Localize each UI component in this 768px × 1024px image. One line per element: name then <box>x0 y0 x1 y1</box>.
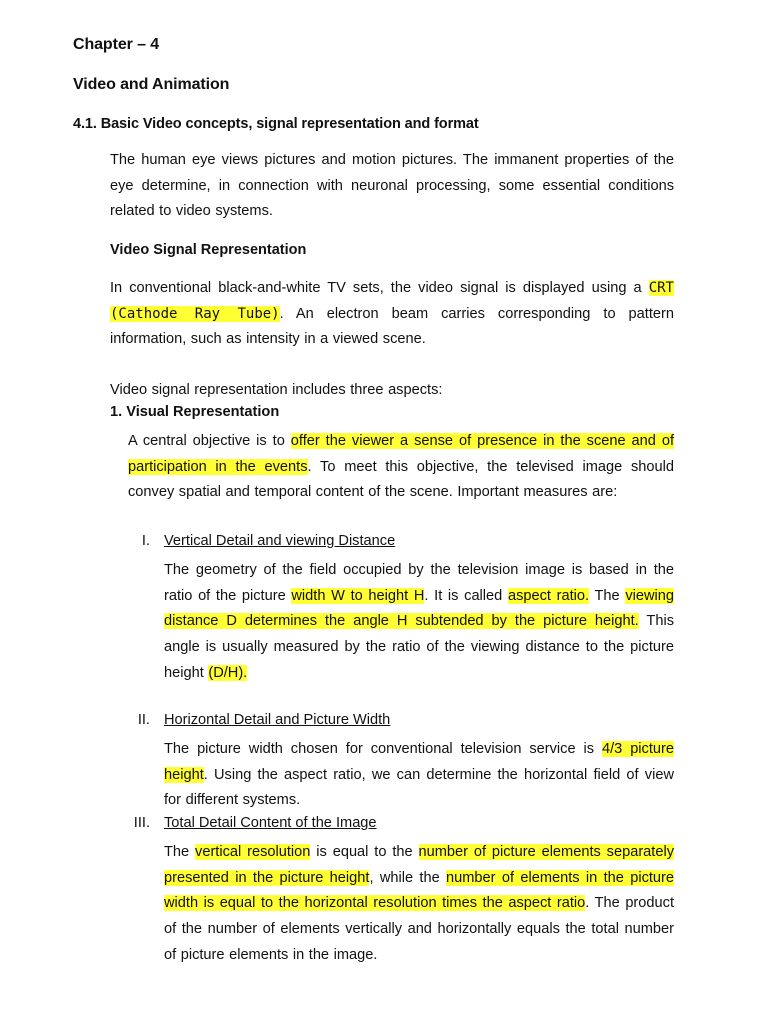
text: . The product of the number of elements vertically and horizontally equals the total number of picture elements in the image. <box>164 895 674 963</box>
text: The <box>164 844 196 860</box>
aspects-line: Video signal representation includes three aspects: <box>110 382 443 398</box>
subitem-paragraph-2 <box>164 737 674 814</box>
text: In conventional black-and-white TV sets, the video signal is displayed using a <box>110 280 649 296</box>
text: . To meet this objective, the televised image should convey spatial and temporal content of the scene. Important measures are: <box>128 458 675 501</box>
subheading-video-signal: Video Signal Representation <box>110 242 307 258</box>
text: . An electron beam carries corresponding to pattern information, such as intensity in a viewed scene. <box>110 305 674 348</box>
subitem-heading-2: Horizontal Detail and Picture Width <box>164 712 391 728</box>
subitem-heading-3: Total Detail Content of the Image <box>164 815 377 831</box>
text: . It is called <box>424 587 508 604</box>
subitem-paragraph-3 <box>164 840 674 969</box>
intro-paragraph: The human eye views pictures and motion pictures. The immanent properties of the eye determine, in connection with neuronal processing, some essential conditions related to video systems. <box>110 152 674 220</box>
highlight: vertical resolution <box>195 844 311 860</box>
text: This angle is usually measured by the ratio of the viewing distance to the picture height <box>164 613 674 681</box>
text: , while the <box>369 869 447 886</box>
subitem-heading-1: Vertical Detail and viewing Distance <box>164 533 396 549</box>
roman-numeral-2: II. <box>137 712 150 728</box>
crt-paragraph <box>110 276 674 353</box>
text: . Using the aspect ratio, we can determine the horizontal field of view for different systems. <box>164 766 674 809</box>
highlight: 4/3 picture height <box>164 741 674 783</box>
subitem-paragraph-1 <box>164 558 674 687</box>
chapter-heading: Chapter – 4 <box>73 36 160 53</box>
highlight: number of elements in the picture width is equal to the horizontal resolution times the aspect ratio <box>164 869 675 912</box>
text: The geometry of the field occupied by the television image is based in the ratio of the picture <box>164 562 674 604</box>
highlight: width W to height H <box>291 587 425 604</box>
roman-numeral-3: III. <box>133 815 150 831</box>
text: The picture width chosen for conventional television service is <box>164 741 602 757</box>
chapter-title: Video and Animation <box>73 76 230 93</box>
highlight: offer the viewer a sense of presence in the scene and of participation in the events <box>128 433 675 475</box>
text: A central objective is to <box>128 433 291 449</box>
highlight: aspect ratio. <box>507 587 590 604</box>
highlight: (D/H). <box>208 664 248 681</box>
objective-paragraph <box>128 429 674 506</box>
highlight: CRT (Cathode Ray Tube) <box>110 280 674 322</box>
section-heading: 4.1. Basic Video concepts, signal representation and format <box>73 116 479 132</box>
highlight: number of picture elements separately presented in the picture height <box>164 844 675 886</box>
roman-numeral-1: I. <box>141 533 150 549</box>
text: The <box>589 587 626 604</box>
item1-label: 1. Visual Representation <box>110 404 280 420</box>
text: is equal to the <box>310 844 419 860</box>
highlight: viewing distance D determines the angle H subtended by the picture height. <box>164 587 674 630</box>
